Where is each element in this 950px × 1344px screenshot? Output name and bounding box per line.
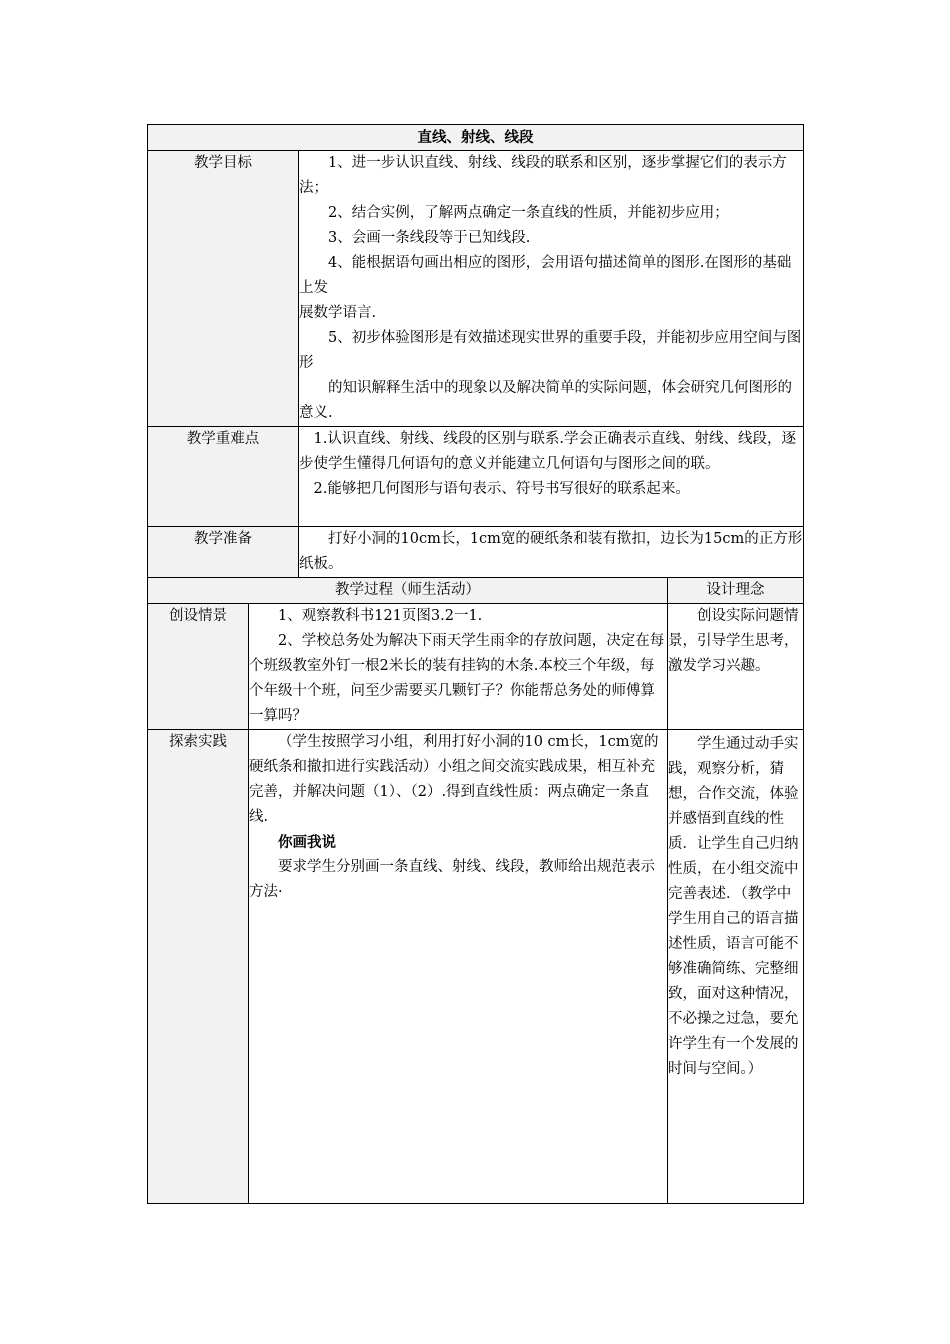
explore-concept-text: 学生通过动手实践，观察分析，猜想，合作交流，体验并感悟到直线的性质．让学生自己归纳性质，在小组交流中完善表述．（教学中学生用自己的语言描述性质，语言可能不够准确简练、完整细致，面对这种情况，不必操之过急，要允许学生有一个发展的时间与空间。） [668,736,799,1077]
concept-header: 设计理念 [668,578,804,604]
explore-concept [668,730,804,1204]
key-point-line: 2.能够把几何图形与语句表示、符号书写很好的联系起来。 [313,481,690,497]
situation-concept [668,604,804,730]
key-points-content [299,427,804,527]
preparation-content [299,527,804,578]
objective-line: 2、结合实例，了解两点确定一条直线的性质，并能初步应用； [328,205,729,221]
preparation-text: 打好小洞的10cm长，1cm宽的硬纸条和装有揿扣，边长为15cm的正方形纸板。 [299,531,803,572]
explore-content [249,730,668,1204]
situation-content [249,604,668,730]
objective-line: 1、进一步认识直线、射线、线段的联系和区别，逐步掌握它们的表示方法； [299,155,787,196]
objective-line: 的知识解释生活中的现象以及解决简单的实际问题，体会研究几何图形的意义. [299,380,792,421]
situation-line: 2、学校总务处为解决下雨天学生雨伞的存放问题，决定在每个班级教室外钉一根2米长的装有挂钩的木条.本校三个年级，每个年级十个班，问至少需要买几颗钉子？你能帮总务处的师傅算一算吗？ [249,633,665,724]
objectives-label: 教学目标 [148,151,299,427]
situation-line: 1、观察教科书121页图3.2一1. [278,608,483,624]
situation-concept-text: 创设实际问题情景，引导学生思考，激发学习兴趣。 [668,608,799,674]
key-points-label: 教学重难点 [148,427,299,527]
process-header: 教学过程（师生活动） [148,578,668,604]
explore-paragraph: （学生按照学习小组，利用打好小洞的10 cm长，1cm宽的硬纸条和撤扣进行实践活动）小组之间交流实践成果，相互补充完善，并解决问题（1）、（2）.得到直线性质：两点确定一条直线. [249,734,659,825]
objectives-content [299,151,804,427]
objective-line: 3、会画一条线段等于已知线段. [328,230,531,246]
explore-paragraph: 要求学生分别画一条直线、射线、线段，教师给出规范表示方法· [249,859,655,900]
objective-line: 展数学语言. [299,305,377,321]
lesson-title: 直线、射线、线段 [148,125,804,151]
explore-label: 探索实践 [148,730,249,1204]
lesson-plan-table [147,124,804,1204]
objective-line: 5、初步体验图形是有效描述现实世界的重要手段，并能初步应用空间与图形 [299,330,802,371]
preparation-label: 教学准备 [148,527,299,578]
explore-subheading: 你画我说 [278,834,336,851]
objective-line: 4、能根据语句画出相应的图形，会用语句描述简单的图形.在图形的基础上发 [299,255,792,296]
key-point-line: 1.认识直线、射线、线段的区别与联系.学会正确表示直线、射线、线段，逐步使学生懂得几何语句的意义并能建立几何语句与图形之间的联。 [299,431,796,472]
situation-label: 创设情景 [148,604,249,730]
